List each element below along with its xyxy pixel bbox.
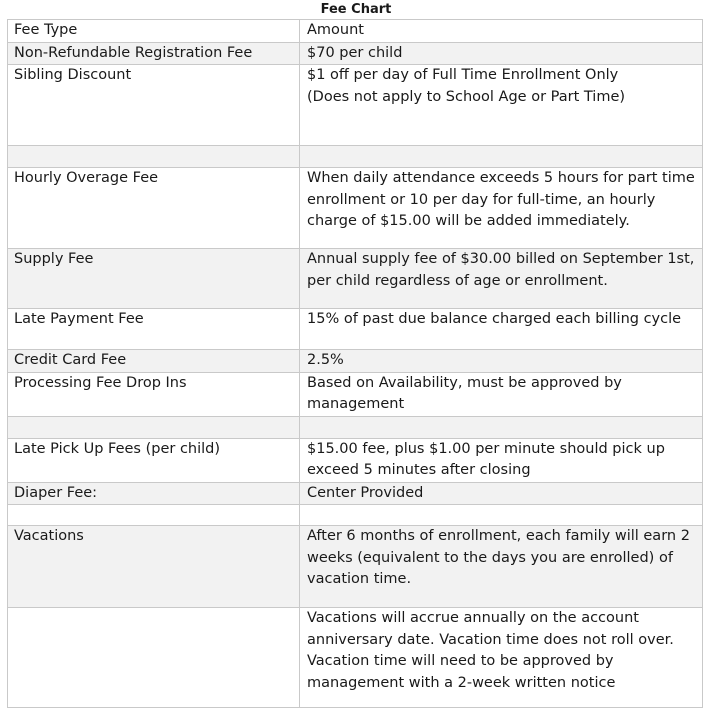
table-row xyxy=(8,416,703,438)
table-row xyxy=(8,608,703,708)
fee-type-cell: Credit Card Fee xyxy=(8,350,300,373)
fee-type-cell: Supply Fee xyxy=(8,249,300,309)
amount-cell: 15% of past due balance charged each billing cycle xyxy=(300,309,703,350)
table-row xyxy=(8,309,703,350)
amount-cell: Based on Availability, must be approved by management xyxy=(300,372,703,416)
fee-type-cell: Non-Refundable Registration Fee xyxy=(8,42,300,65)
fee-type-cell xyxy=(8,146,300,168)
table-row xyxy=(8,42,703,65)
fee-type-cell: Hourly Overage Fee xyxy=(8,168,300,249)
table-header-row xyxy=(8,20,703,43)
amount-cell: 2.5% xyxy=(300,350,703,373)
fee-type-cell: Late Pick Up Fees (per child) xyxy=(8,438,300,482)
amount-cell: When daily attendance exceeds 5 hours for part time enrollment or 10 per day for full-time, an hourly charge of $15.00 will be added immediately. xyxy=(300,168,703,249)
header-fee-type: Fee Type xyxy=(8,20,300,43)
amount-cell: Center Provided xyxy=(300,482,703,505)
fee-type-cell: Diaper Fee: xyxy=(8,482,300,505)
table-row xyxy=(8,350,703,373)
table-row xyxy=(8,438,703,482)
amount-cell: $70 per child xyxy=(300,42,703,65)
table-row xyxy=(8,146,703,168)
table-row xyxy=(8,372,703,416)
amount-cell: After 6 months of enrollment, each family will earn 2 weeks (equivalent to the days you are enrolled) of vacation time. xyxy=(300,526,703,608)
amount-cell: Annual supply fee of $30.00 billed on September 1st, per child regardless of age or enrollment. xyxy=(300,249,703,309)
fee-type-cell: Processing Fee Drop Ins xyxy=(8,372,300,416)
amount-cell: $15.00 fee, plus $1.00 per minute should pick up exceed 5 minutes after closing xyxy=(300,438,703,482)
fee-type-cell: Late Payment Fee xyxy=(8,309,300,350)
table-row xyxy=(8,249,703,309)
amount-cell xyxy=(300,416,703,438)
fee-type-cell xyxy=(8,416,300,438)
table-row xyxy=(8,65,703,146)
fee-type-cell: Vacations xyxy=(8,526,300,608)
fee-type-cell xyxy=(8,505,300,526)
table-row xyxy=(8,505,703,526)
fee-type-cell xyxy=(8,608,300,708)
amount-cell xyxy=(300,505,703,526)
amount-cell xyxy=(300,146,703,168)
amount-cell: $1 off per day of Full Time Enrollment Only (Does not apply to School Age or Part Time) xyxy=(300,65,703,146)
header-amount: Amount xyxy=(300,20,703,43)
fee-table xyxy=(7,19,703,708)
fee-type-cell: Sibling Discount xyxy=(8,65,300,146)
table-row xyxy=(8,526,703,608)
table-row xyxy=(8,482,703,505)
table-row xyxy=(8,168,703,249)
page-title: Fee Chart xyxy=(320,2,392,17)
amount-cell: Vacations will accrue annually on the account anniversary date. Vacation time does not roll over. Vacation time will need to be approved by management with a 2-week written notice xyxy=(300,608,703,708)
